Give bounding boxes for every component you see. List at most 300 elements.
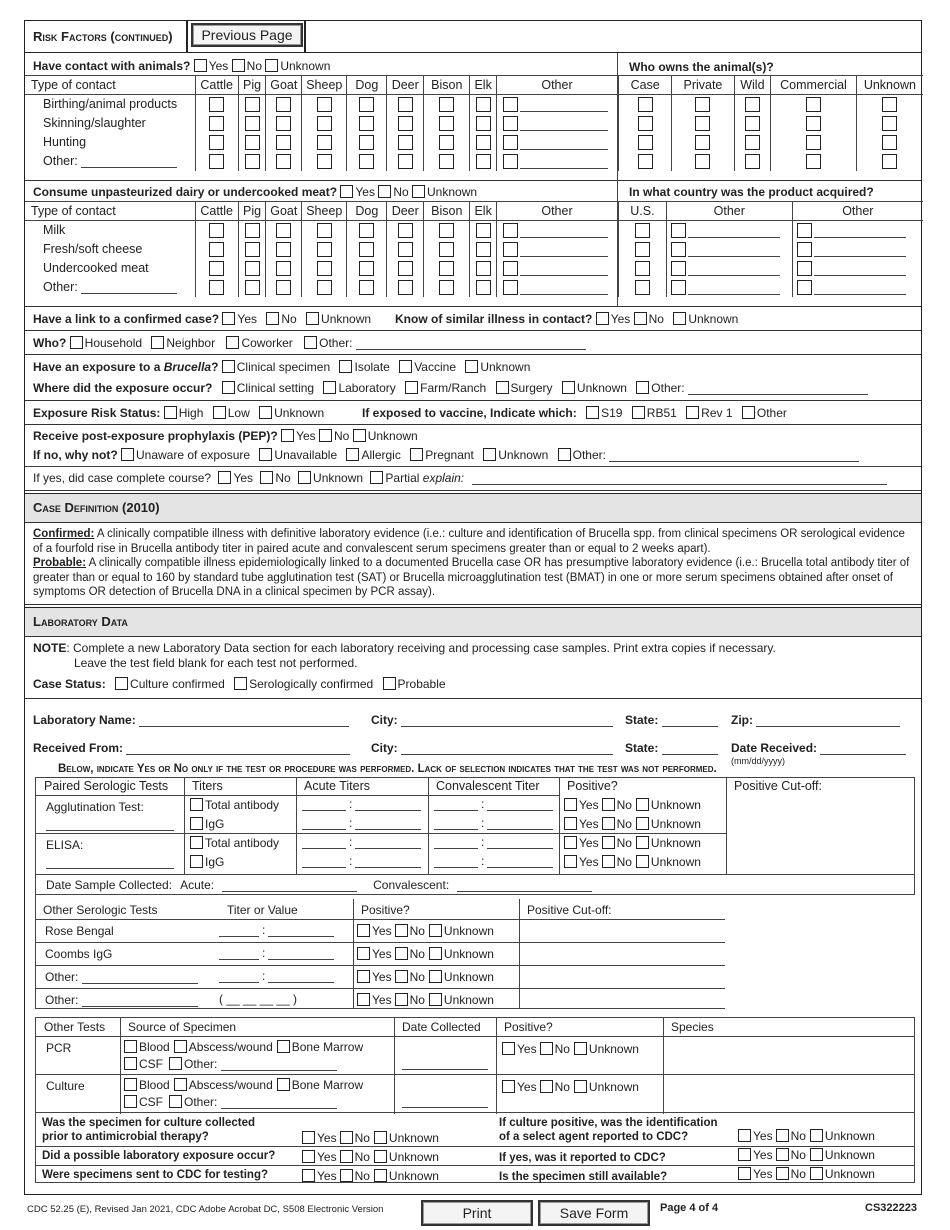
animals-checkbox[interactable] — [317, 135, 332, 150]
titer-field[interactable]: : — [302, 797, 421, 811]
other-animal-field[interactable] — [520, 265, 608, 276]
country-checkbox[interactable] — [671, 223, 686, 238]
animals-checkbox[interactable] — [439, 97, 454, 112]
rev1-checkbox[interactable] — [686, 406, 699, 419]
owner-checkbox[interactable] — [745, 116, 760, 131]
dairy-yes-checkbox[interactable] — [340, 185, 353, 198]
pep-yes-checkbox[interactable] — [281, 429, 294, 442]
owner-checkbox[interactable] — [745, 97, 760, 112]
acute-date-field[interactable] — [222, 881, 357, 892]
animals-no-checkbox[interactable] — [232, 59, 245, 72]
grid-cell — [25, 152, 195, 171]
animals-checkbox[interactable] — [317, 116, 332, 131]
unknown-checkbox[interactable] — [374, 1131, 387, 1144]
dairy-checkbox[interactable] — [439, 280, 454, 295]
date-collected-field[interactable] — [402, 1097, 488, 1108]
owner-checkbox[interactable] — [638, 135, 653, 150]
owner-question: Who owns the animal(s)? — [629, 60, 774, 74]
row-label: Birthing/animal products — [43, 97, 178, 112]
yes-checkbox[interactable] — [357, 993, 370, 1006]
who-other-field[interactable] — [356, 339, 586, 350]
rb51-checkbox[interactable] — [632, 406, 645, 419]
country-other-field[interactable] — [814, 284, 906, 295]
why-other-checkbox[interactable] — [558, 448, 571, 461]
owner-checkbox[interactable] — [745, 154, 760, 169]
link-yes-checkbox[interactable] — [222, 312, 235, 325]
why-other-field[interactable] — [609, 451, 859, 462]
animals-checkbox[interactable] — [245, 97, 260, 112]
yes-label: Yes — [355, 185, 375, 199]
titer-field[interactable]: : — [434, 835, 553, 849]
yes-checkbox[interactable] — [564, 855, 577, 868]
dairy-other-checkbox[interactable] — [503, 223, 518, 238]
dairy-checkbox[interactable] — [245, 280, 260, 295]
titer-field[interactable]: : — [434, 797, 553, 811]
animals-checkbox[interactable] — [209, 116, 224, 131]
dairy-checkbox[interactable] — [276, 261, 291, 276]
dairy-checkbox[interactable] — [359, 261, 374, 276]
source-other-field[interactable] — [221, 1098, 337, 1109]
owner-checkbox[interactable] — [806, 154, 821, 169]
dairy-other-checkbox[interactable] — [503, 261, 518, 276]
unknown-checkbox[interactable] — [636, 855, 649, 868]
animals-checkbox[interactable] — [398, 97, 413, 112]
yes-checkbox[interactable] — [564, 836, 577, 849]
country-checkbox[interactable] — [797, 261, 812, 276]
yes-no-unknown — [564, 855, 701, 869]
owner-checkbox[interactable] — [882, 154, 897, 169]
dairy-other-checkbox[interactable] — [503, 280, 518, 295]
animals-checkbox[interactable] — [439, 135, 454, 150]
similar-no-checkbox[interactable] — [634, 312, 647, 325]
grid-cell — [195, 259, 238, 278]
source-label: Blood — [139, 1040, 170, 1054]
unknown-checkbox[interactable] — [574, 1042, 587, 1055]
lab-city-field[interactable] — [401, 716, 613, 727]
yes-checkbox[interactable] — [357, 970, 370, 983]
dairy-checkbox[interactable] — [317, 223, 332, 238]
animals-yes-checkbox[interactable] — [194, 59, 207, 72]
no-checkbox[interactable] — [602, 836, 615, 849]
unaware-checkbox[interactable] — [121, 448, 134, 461]
animals-checkbox[interactable] — [398, 116, 413, 131]
other-animal-field[interactable] — [520, 246, 608, 257]
clinical-specimen-checkbox[interactable] — [222, 360, 235, 373]
yes-checkbox[interactable] — [357, 924, 370, 937]
value-field[interactable]: ( __ __ __ __ ) — [219, 992, 298, 1006]
no-checkbox[interactable] — [602, 855, 615, 868]
country-checkbox[interactable] — [635, 242, 650, 257]
where-other-field[interactable] — [688, 384, 868, 395]
animals-checkbox[interactable] — [276, 154, 291, 169]
animals-checkbox[interactable] — [276, 135, 291, 150]
unknown-checkbox[interactable] — [636, 817, 649, 830]
animals-checkbox[interactable] — [476, 116, 491, 131]
animals-checkbox[interactable] — [317, 154, 332, 169]
other-animal-field[interactable] — [520, 227, 608, 238]
unknown-checkbox[interactable] — [374, 1169, 387, 1182]
country-checkbox[interactable] — [797, 242, 812, 257]
laboratory-checkbox[interactable] — [323, 381, 336, 394]
animals-checkbox[interactable] — [359, 116, 374, 131]
owner-checkbox[interactable] — [806, 116, 821, 131]
dairy-checkbox[interactable] — [245, 223, 260, 238]
other-animal-field[interactable] — [520, 120, 608, 131]
explain-field[interactable] — [472, 474, 887, 485]
allergic-checkbox[interactable] — [346, 448, 359, 461]
titer-checkbox[interactable] — [190, 817, 203, 830]
dairy-checkbox[interactable] — [276, 223, 291, 238]
final-question: Were specimens sent to CDC for testing? — [42, 1169, 268, 1181]
titer-field[interactable]: : — [434, 816, 553, 830]
date-received-field[interactable] — [820, 744, 906, 755]
no-checkbox[interactable] — [776, 1167, 789, 1180]
dairy-checkbox[interactable] — [476, 223, 491, 238]
owner-checkbox[interactable] — [745, 135, 760, 150]
sero-other-field[interactable] — [82, 973, 198, 984]
dairy-checkbox[interactable] — [276, 242, 291, 257]
source-other-field[interactable] — [221, 1060, 337, 1071]
owner-checkbox[interactable] — [638, 116, 653, 131]
recv-city-field[interactable] — [401, 744, 613, 755]
animals-checkbox[interactable] — [398, 154, 413, 169]
similar-unknown-checkbox[interactable] — [673, 312, 686, 325]
isolate-checkbox[interactable] — [339, 360, 352, 373]
country-checkbox[interactable] — [797, 280, 812, 295]
grid-cell — [771, 114, 857, 133]
no-checkbox[interactable] — [776, 1148, 789, 1161]
animals-checkbox[interactable] — [398, 135, 413, 150]
owner-checkbox[interactable] — [695, 116, 710, 131]
yes-checkbox[interactable] — [738, 1167, 751, 1180]
titer-field[interactable]: : — [434, 854, 553, 868]
course-unknown-checkbox[interactable] — [298, 471, 311, 484]
unknown-checkbox[interactable] — [810, 1129, 823, 1142]
dairy-checkbox[interactable] — [476, 261, 491, 276]
dairy-checkbox[interactable] — [317, 280, 332, 295]
dairy-checkbox[interactable] — [439, 223, 454, 238]
animals-checkbox[interactable] — [245, 154, 260, 169]
country-other-field[interactable] — [688, 227, 780, 238]
pep-no-checkbox[interactable] — [319, 429, 332, 442]
no-checkbox[interactable] — [395, 993, 408, 1006]
animals-checkbox[interactable] — [245, 135, 260, 150]
owner-checkbox[interactable] — [882, 116, 897, 131]
why-unknown-checkbox[interactable] — [483, 448, 496, 461]
animals-checkbox[interactable] — [359, 97, 374, 112]
yes-checkbox[interactable] — [302, 1131, 315, 1144]
other-row-field[interactable] — [81, 283, 177, 294]
course-partial-checkbox[interactable] — [370, 471, 383, 484]
yes-no-unknown — [738, 1148, 875, 1162]
no-checkbox[interactable] — [395, 947, 408, 960]
animals-other-checkbox[interactable] — [503, 154, 518, 169]
dairy-checkbox[interactable] — [276, 280, 291, 295]
no-checkbox[interactable] — [340, 1131, 353, 1144]
unknown-checkbox[interactable] — [429, 947, 442, 960]
no-checkbox[interactable] — [602, 817, 615, 830]
country-checkbox[interactable] — [635, 223, 650, 238]
no-checkbox[interactable] — [395, 924, 408, 937]
csf-checkbox[interactable] — [124, 1057, 137, 1070]
vaccine-checkbox[interactable] — [399, 360, 412, 373]
other-animal-field[interactable] — [520, 158, 608, 169]
country-other-field[interactable] — [688, 246, 780, 257]
unavailable-checkbox[interactable] — [259, 448, 272, 461]
dairy-checkbox[interactable] — [398, 261, 413, 276]
convalescent-date-field[interactable] — [457, 881, 592, 892]
animals-checkbox[interactable] — [276, 116, 291, 131]
dairy-no-checkbox[interactable] — [378, 185, 391, 198]
source-other-checkbox[interactable] — [169, 1095, 182, 1108]
other-animal-field[interactable] — [520, 284, 608, 295]
neighbor-checkbox[interactable] — [151, 336, 164, 349]
country-other-field[interactable] — [814, 227, 906, 238]
titer-checkbox[interactable] — [190, 855, 203, 868]
animals-other-checkbox[interactable] — [503, 97, 518, 112]
dairy-other-checkbox[interactable] — [503, 242, 518, 257]
animals-other-checkbox[interactable] — [503, 135, 518, 150]
yes-checkbox[interactable] — [738, 1148, 751, 1161]
source-checkbox[interactable] — [174, 1078, 187, 1091]
sero-other-field[interactable] — [82, 996, 198, 1007]
country-checkbox[interactable] — [635, 261, 650, 276]
risk-low-checkbox[interactable] — [213, 406, 226, 419]
yes-checkbox[interactable] — [302, 1150, 315, 1163]
other-animal-field[interactable] — [520, 101, 608, 112]
lab-name-field[interactable] — [139, 716, 349, 727]
csf-checkbox[interactable] — [124, 1095, 137, 1108]
yes-checkbox[interactable] — [564, 817, 577, 830]
dairy-checkbox[interactable] — [245, 242, 260, 257]
unknown-checkbox[interactable] — [810, 1148, 823, 1161]
previous-page-button[interactable]: Previous Page — [191, 23, 303, 47]
dairy-checkbox[interactable] — [439, 261, 454, 276]
animals-unknown-checkbox[interactable] — [265, 59, 278, 72]
dairy-checkbox[interactable] — [398, 242, 413, 257]
recv-state-field[interactable] — [662, 744, 718, 755]
source-checkbox[interactable] — [124, 1040, 137, 1053]
dairy-checkbox[interactable] — [359, 280, 374, 295]
save-form-button[interactable]: Save Form — [538, 1200, 650, 1226]
owner-checkbox[interactable] — [882, 135, 897, 150]
dairy-checkbox[interactable] — [476, 242, 491, 257]
received-from-field[interactable] — [126, 744, 350, 755]
no-label: No — [554, 1080, 570, 1094]
yes-checkbox[interactable] — [564, 798, 577, 811]
owner-checkbox[interactable] — [638, 154, 653, 169]
dairy-checkbox[interactable] — [359, 242, 374, 257]
owner-checkbox[interactable] — [882, 97, 897, 112]
unknown-checkbox[interactable] — [636, 798, 649, 811]
country-other-field[interactable] — [688, 265, 780, 276]
other-animal-field[interactable] — [520, 139, 608, 150]
lab-zip-field[interactable] — [756, 716, 900, 727]
who-other-checkbox[interactable] — [304, 336, 317, 349]
surgery-checkbox[interactable] — [496, 381, 509, 394]
titer-checkbox[interactable] — [190, 798, 203, 811]
date-collected-field[interactable] — [402, 1059, 488, 1070]
unknown-label: Unknown — [650, 836, 701, 850]
titer-field[interactable]: : — [219, 969, 334, 983]
country-checkbox[interactable] — [797, 223, 812, 238]
probable-checkbox[interactable] — [383, 677, 396, 690]
source-checkbox[interactable] — [174, 1040, 187, 1053]
grid-cell — [771, 95, 857, 114]
no-checkbox[interactable] — [776, 1129, 789, 1142]
zip-label: Zip: — [731, 713, 753, 727]
col-header: Other — [666, 202, 792, 221]
received-from-label: Received From: — [33, 741, 124, 755]
titer-field[interactable]: : — [219, 923, 334, 937]
owner-checkbox[interactable] — [695, 135, 710, 150]
yes-checkbox[interactable] — [502, 1042, 515, 1055]
coworker-checkbox[interactable] — [226, 336, 239, 349]
titer-field[interactable]: : — [302, 854, 421, 868]
owner-checkbox[interactable] — [806, 97, 821, 112]
no-checkbox[interactable] — [340, 1150, 353, 1163]
where-other-checkbox[interactable] — [636, 381, 649, 394]
owner-checkbox[interactable] — [695, 97, 710, 112]
dairy-checkbox[interactable] — [398, 223, 413, 238]
col-header: Goat — [266, 202, 302, 221]
grid-cell — [238, 240, 266, 259]
animals-checkbox[interactable] — [476, 135, 491, 150]
link-no-checkbox[interactable] — [266, 312, 279, 325]
similar-yes-checkbox[interactable] — [596, 312, 609, 325]
unknown-checkbox[interactable] — [574, 1080, 587, 1093]
dairy-checkbox[interactable] — [209, 223, 224, 238]
animals-checkbox[interactable] — [209, 154, 224, 169]
animals-checkbox[interactable] — [209, 135, 224, 150]
no-checkbox[interactable] — [395, 970, 408, 983]
grid-cell — [387, 133, 424, 152]
risk-high-checkbox[interactable] — [164, 406, 177, 419]
animals-checkbox[interactable] — [359, 154, 374, 169]
final-question: Did a possible laboratory exposure occur? — [42, 1150, 276, 1162]
risk-unknown-checkbox[interactable] — [259, 406, 272, 419]
source-other-checkbox[interactable] — [169, 1057, 182, 1070]
dairy-checkbox[interactable] — [439, 242, 454, 257]
titer-field[interactable]: : — [302, 816, 421, 830]
farm-ranch-checkbox[interactable] — [405, 381, 418, 394]
country-checkbox[interactable] — [671, 280, 686, 295]
yes-checkbox[interactable] — [357, 947, 370, 960]
source-checkbox[interactable] — [277, 1078, 290, 1091]
grid-cell — [387, 259, 424, 278]
unknown-checkbox[interactable] — [429, 970, 442, 983]
source-checkbox[interactable] — [124, 1078, 137, 1091]
country-other-field[interactable] — [814, 246, 906, 257]
city-label: City: — [371, 741, 398, 755]
dairy-checkbox[interactable] — [209, 242, 224, 257]
print-button[interactable]: Print — [421, 1200, 533, 1226]
yes-checkbox[interactable] — [302, 1169, 315, 1182]
no-checkbox[interactable] — [540, 1080, 553, 1093]
who-question: Who? — [33, 336, 67, 350]
dairy-unknown-checkbox[interactable] — [412, 185, 425, 198]
dairy-checkbox[interactable] — [209, 280, 224, 295]
unknown-checkbox[interactable] — [374, 1150, 387, 1163]
animals-checkbox[interactable] — [245, 116, 260, 131]
unknown-label: Unknown — [388, 1131, 439, 1145]
owner-checkbox[interactable] — [806, 135, 821, 150]
titer-field[interactable]: : — [302, 835, 421, 849]
lab-state-field[interactable] — [662, 716, 718, 727]
dairy-checkbox[interactable] — [209, 261, 224, 276]
sero-confirmed-checkbox[interactable] — [234, 677, 247, 690]
exposure-unknown-checkbox[interactable] — [465, 360, 478, 373]
course-yes-checkbox[interactable] — [218, 471, 231, 484]
course-no-checkbox[interactable] — [260, 471, 273, 484]
yes-label: Yes — [372, 993, 392, 1007]
dairy-checkbox[interactable] — [476, 280, 491, 295]
animals-checkbox[interactable] — [439, 154, 454, 169]
link-unknown-checkbox[interactable] — [306, 312, 319, 325]
dairy-checkbox[interactable] — [398, 280, 413, 295]
no-checkbox[interactable] — [340, 1169, 353, 1182]
grid-cell — [771, 133, 857, 152]
animals-checkbox[interactable] — [359, 135, 374, 150]
animals-checkbox[interactable] — [476, 97, 491, 112]
unknown-checkbox[interactable] — [636, 836, 649, 849]
titer-checkbox[interactable] — [190, 836, 203, 849]
country-checkbox[interactable] — [635, 280, 650, 295]
yes-checkbox[interactable] — [502, 1080, 515, 1093]
clinical-setting-checkbox[interactable] — [222, 381, 235, 394]
household-checkbox[interactable] — [70, 336, 83, 349]
animals-checkbox[interactable] — [476, 154, 491, 169]
vaccine-other-checkbox[interactable] — [742, 406, 755, 419]
animals-other-checkbox[interactable] — [503, 116, 518, 131]
pep-unknown-checkbox[interactable] — [353, 429, 366, 442]
no-checkbox[interactable] — [602, 798, 615, 811]
owner-checkbox[interactable] — [638, 97, 653, 112]
lab-title: Laboratory Data — [25, 607, 921, 637]
country-other-field[interactable] — [688, 284, 780, 295]
no-label: No — [281, 312, 297, 326]
animals-checkbox[interactable] — [317, 97, 332, 112]
option-label: Unaware of exposure — [136, 448, 251, 462]
yes-no-unknown — [564, 836, 701, 850]
country-other-field[interactable] — [814, 265, 906, 276]
test-name-field[interactable] — [46, 858, 174, 869]
other-row-field[interactable] — [81, 157, 177, 168]
dairy-checkbox[interactable] — [317, 242, 332, 257]
dairy-checkbox[interactable] — [245, 261, 260, 276]
yes-checkbox[interactable] — [738, 1129, 751, 1142]
s19-checkbox[interactable] — [586, 406, 599, 419]
unknown-checkbox[interactable] — [810, 1167, 823, 1180]
country-checkbox[interactable] — [671, 242, 686, 257]
owner-checkbox[interactable] — [695, 154, 710, 169]
animals-checkbox[interactable] — [439, 116, 454, 131]
unknown-checkbox[interactable] — [429, 993, 442, 1006]
test-name-field[interactable] — [46, 820, 174, 831]
titer-field[interactable]: : — [219, 946, 334, 960]
no-checkbox[interactable] — [540, 1042, 553, 1055]
source-checkbox[interactable] — [277, 1040, 290, 1053]
unknown-checkbox[interactable] — [429, 924, 442, 937]
dairy-checkbox[interactable] — [317, 261, 332, 276]
animals-checkbox[interactable] — [209, 97, 224, 112]
pregnant-checkbox[interactable] — [410, 448, 423, 461]
culture-confirmed-checkbox[interactable] — [115, 677, 128, 690]
dairy-checkbox[interactable] — [359, 223, 374, 238]
where-unknown-checkbox[interactable] — [562, 381, 575, 394]
animals-checkbox[interactable] — [276, 97, 291, 112]
country-checkbox[interactable] — [671, 261, 686, 276]
